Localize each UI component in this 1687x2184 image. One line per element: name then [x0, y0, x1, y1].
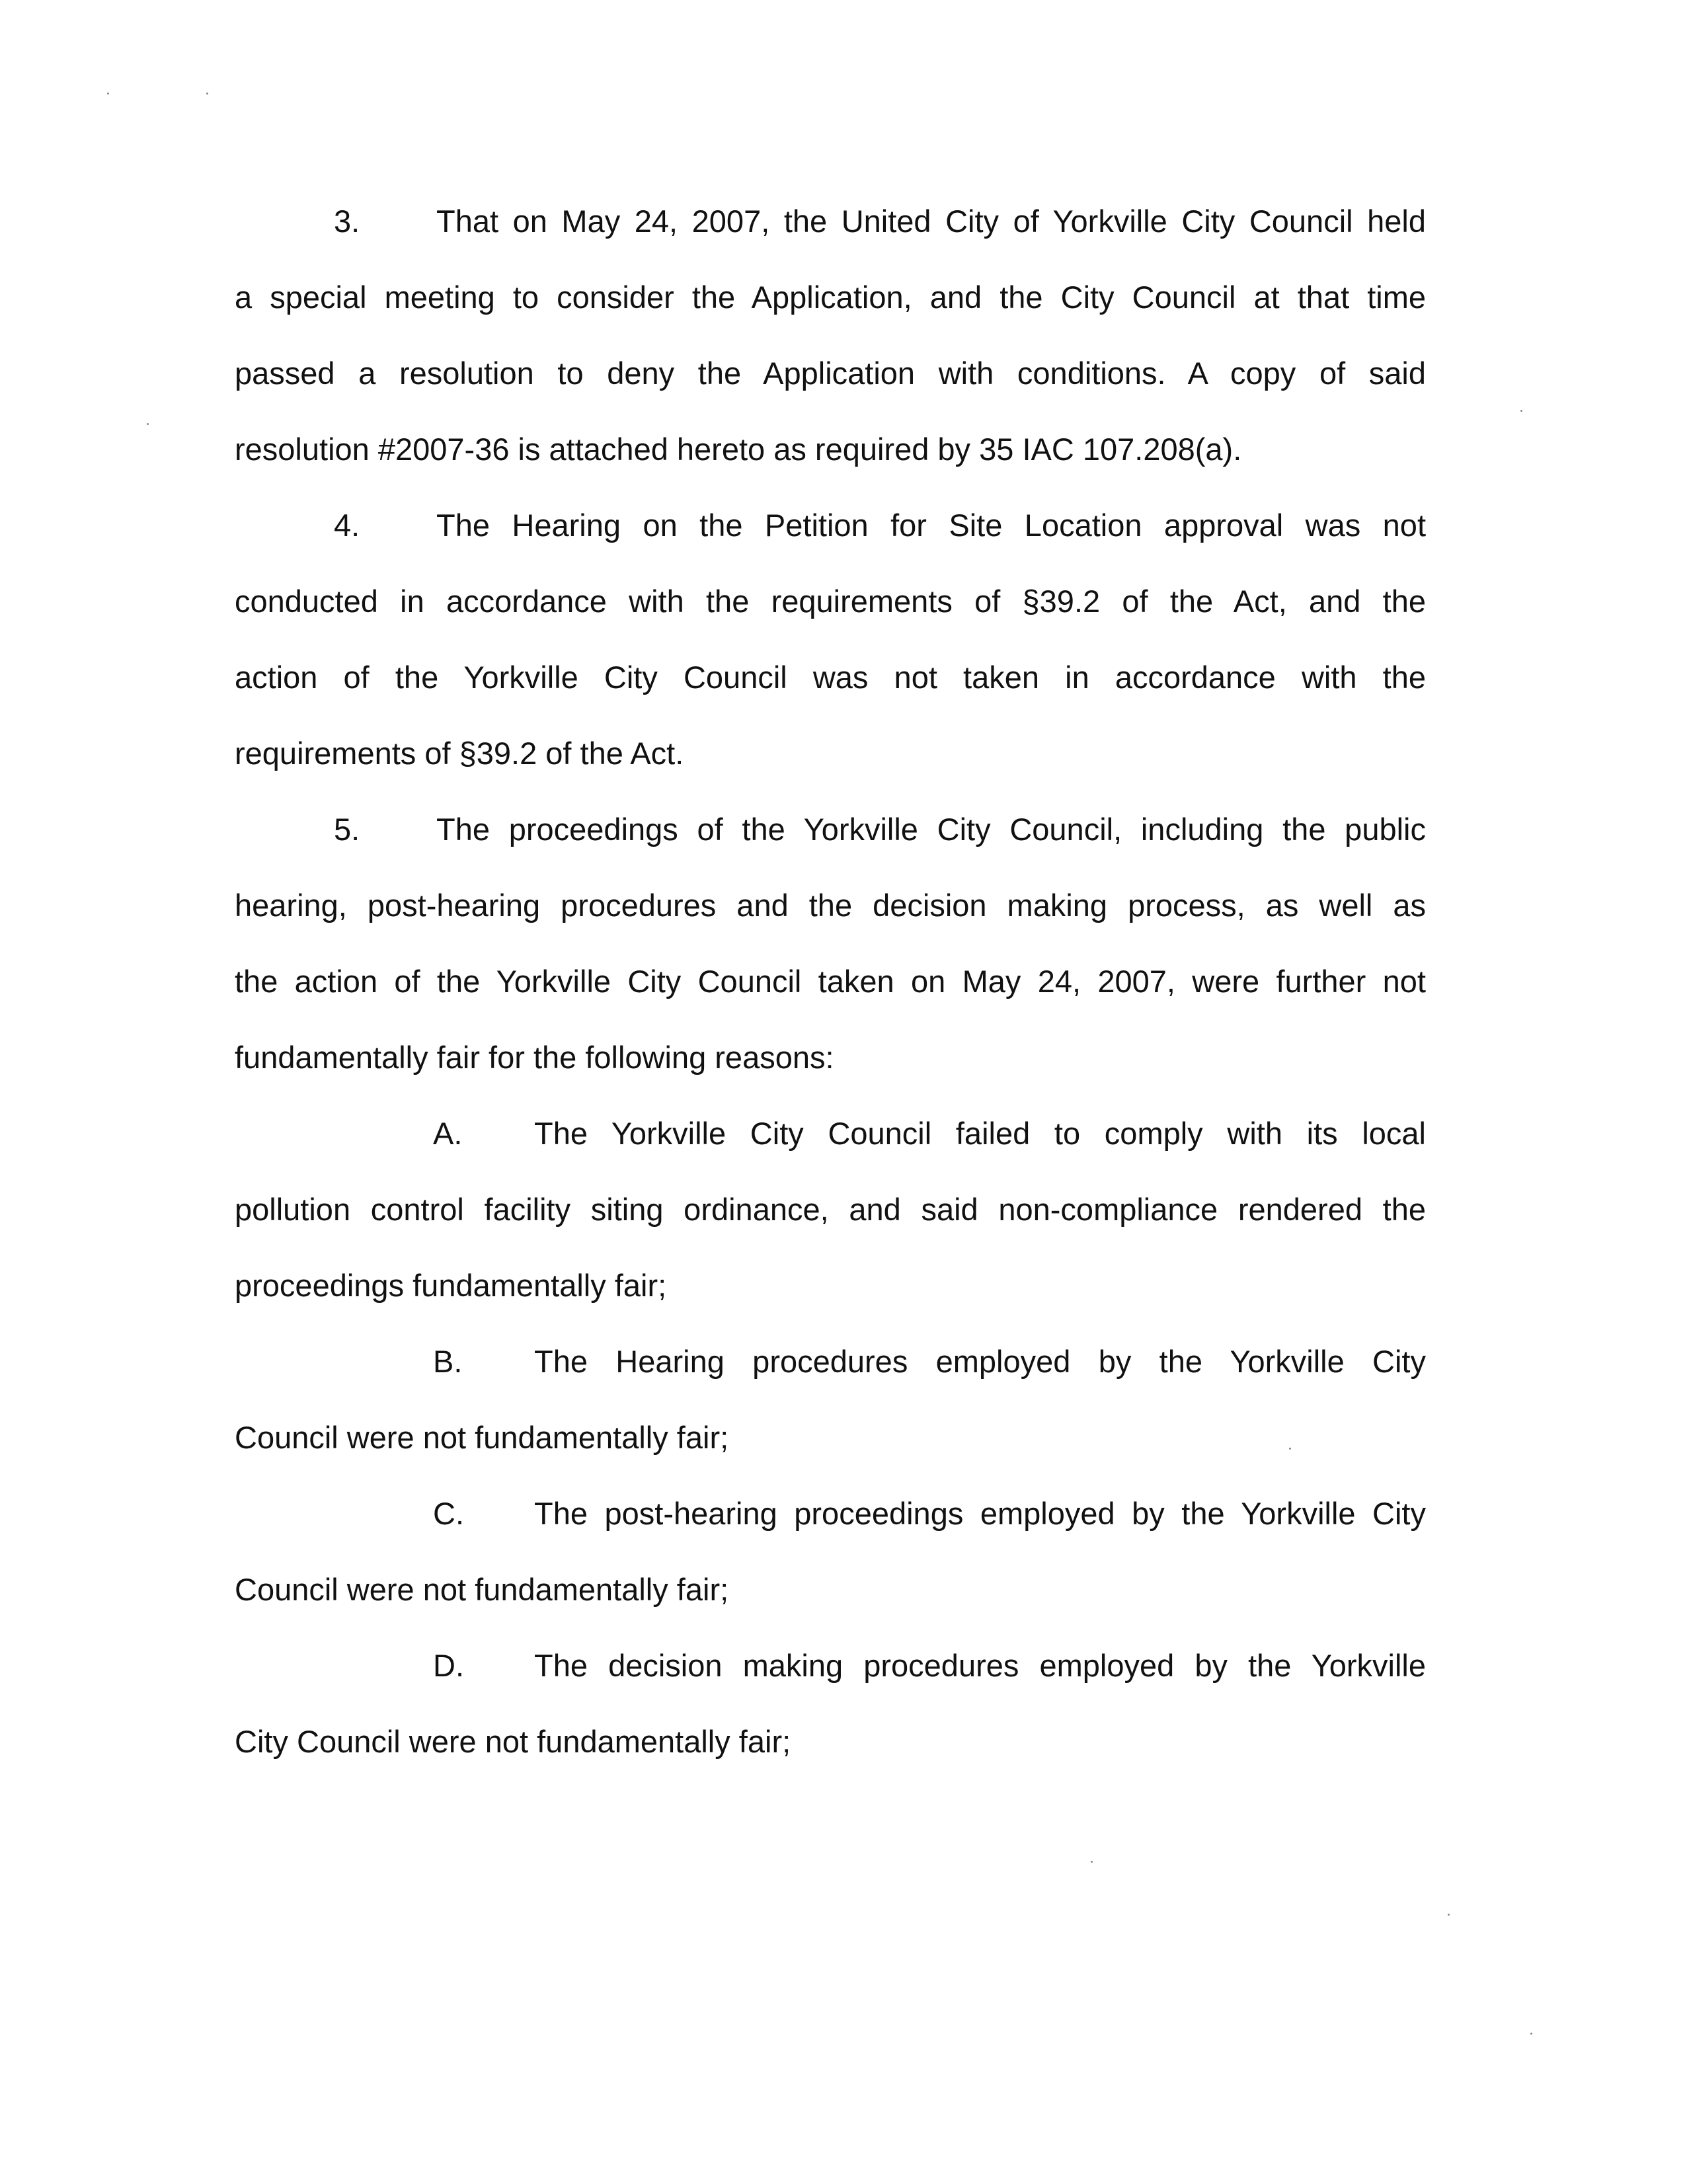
paragraph-text-line: requirements of §39.2 of the Act.: [235, 736, 684, 771]
subparagraph-text-line: pollution control facility siting ordinance, and said non-compliance rendered the: [235, 1192, 1426, 1227]
paragraph-text-line: hearing, post-hearing procedures and the decision making process, as well as: [235, 888, 1426, 923]
scan-speck: [1520, 410, 1522, 412]
subparagraph-text-line: The Hearing procedures employed by the Yorkville City: [534, 1344, 1426, 1379]
paragraph-text-line: conducted in accordance with the requirements of §39.2 of the Act, and the: [235, 584, 1426, 619]
paragraph-number: 5.: [334, 812, 360, 847]
paragraph-text-line: action of the Yorkville City Council was not taken in accordance with the: [235, 660, 1426, 695]
scan-speck: [206, 93, 208, 95]
paragraph-text-line: That on May 24, 2007, the United City of Yorkville City Council held: [436, 204, 1426, 239]
paragraph-text-line: passed a resolution to deny the Application with conditions. A copy of said: [235, 356, 1426, 391]
subparagraph-text-line: proceedings fundamentally fair;: [235, 1268, 667, 1303]
scan-speck: [107, 93, 109, 95]
subparagraph-letter: B.: [433, 1344, 463, 1379]
subparagraph-text-line: City Council were not fundamentally fair;: [235, 1724, 791, 1759]
paragraph-number: 3.: [334, 204, 360, 239]
paragraph-text-line: fundamentally fair for the following reasons:: [235, 1040, 834, 1075]
scan-speck: [1448, 1914, 1450, 1916]
scan-speck: [1530, 2033, 1532, 2035]
subparagraph-text-line: Council were not fundamentally fair;: [235, 1420, 729, 1455]
paragraph-number: 4.: [334, 508, 360, 543]
subparagraph-letter: C.: [433, 1496, 464, 1531]
paragraph-text-line: a special meeting to consider the Application, and the City Council at that time: [235, 280, 1426, 315]
scan-speck: [1289, 1448, 1291, 1450]
paragraph-text-line: The proceedings of the Yorkville City Council, including the public: [436, 812, 1426, 847]
subparagraph-text-line: The post-hearing proceedings employed by the Yorkville City: [534, 1496, 1426, 1531]
subparagraph-text-line: The Yorkville City Council failed to comply with its local: [534, 1116, 1426, 1151]
subparagraph-letter: D.: [433, 1648, 464, 1683]
subparagraph-letter: A.: [433, 1116, 463, 1151]
paragraph-text-line: The Hearing on the Petition for Site Location approval was not: [436, 508, 1426, 543]
scan-speck: [147, 423, 149, 425]
paragraph-text-line: resolution #2007-36 is attached hereto as required by 35 IAC 107.208(a).: [235, 432, 1242, 467]
scan-speck: [1091, 1861, 1093, 1863]
paragraph-text-line: the action of the Yorkville City Council taken on May 24, 2007, were further not: [235, 964, 1426, 999]
subparagraph-text-line: Council were not fundamentally fair;: [235, 1572, 729, 1607]
subparagraph-text-line: The decision making procedures employed by the Yorkville: [534, 1648, 1426, 1683]
